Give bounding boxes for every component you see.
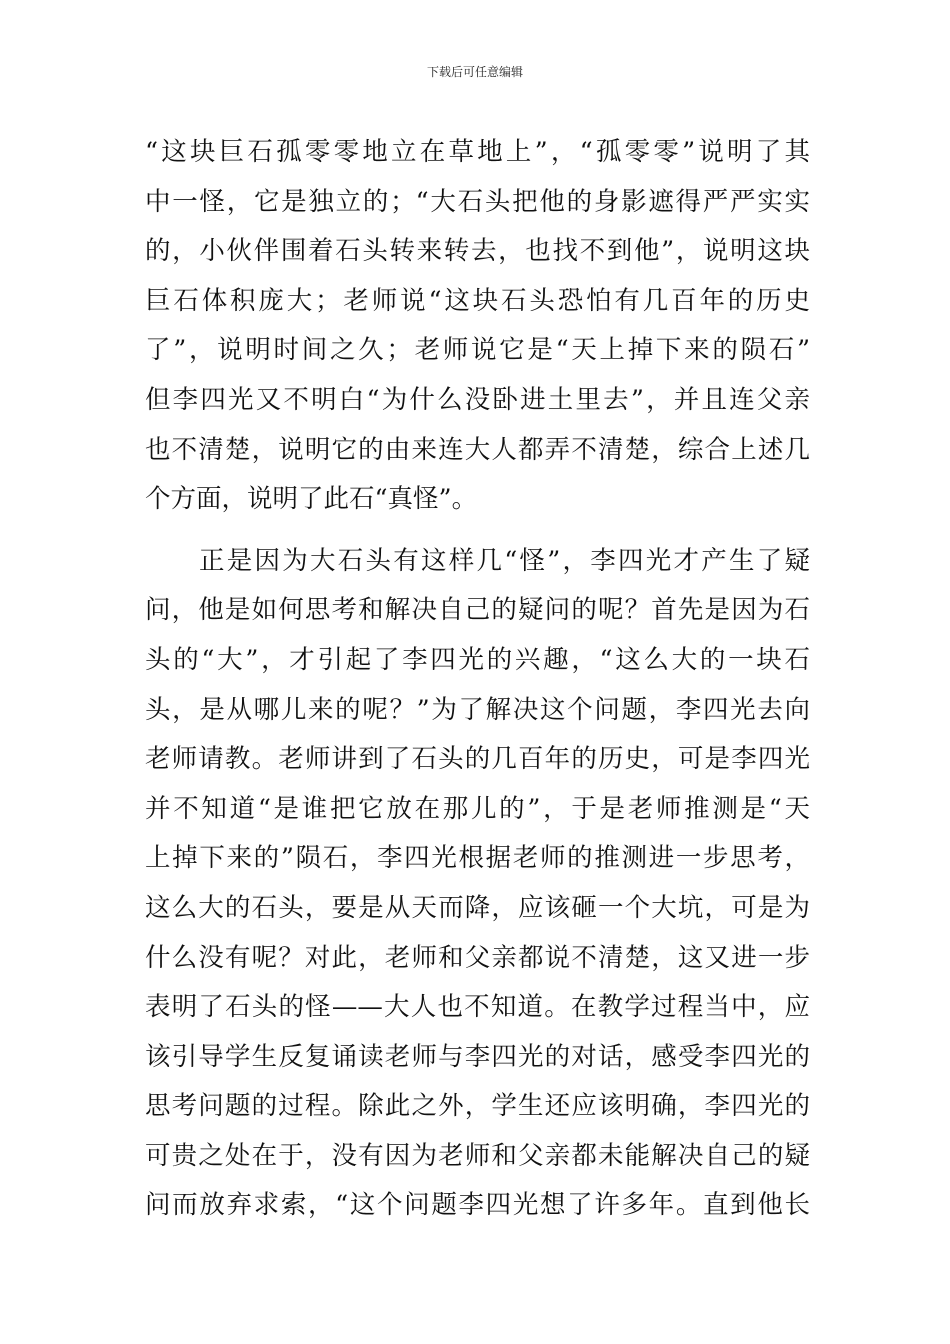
text-line: 表明了石头的怪——大人也不知道。在教学过程当中，应 [145,992,810,1023]
text-line: 老师请教。老师讲到了石头的几百年的历史，可是李四光 [145,744,810,775]
text-line: 中一怪，它是独立的；“大石头把他的身影遮得严严实实 [145,186,810,217]
text-line: 头，是从哪儿来的呢？”为了解决这个问题，李四光去向 [145,694,810,725]
document-body [145,128,810,1231]
text-line: 头的“大”，才引起了李四光的兴趣，“这么大的一块石 [145,644,810,675]
text-line: 的，小伙伴围着石头转来转去，也找不到他”，说明这块 [145,236,810,267]
text-line: 了”，说明时间之久；老师说它是“天上掉下来的陨石” [145,335,810,366]
text-line: 该引导学生反复诵读老师与李四光的对话，感受李四光的 [145,1041,810,1072]
text-line: 问，他是如何思考和解决自己的疑问的呢？首先是因为石 [145,595,810,626]
text-line: 正是因为大石头有这样几“怪”，李四光才产生了疑 [199,545,810,576]
paragraph-2 [145,537,810,1231]
text-line: 并不知道“是谁把它放在那儿的”，于是老师推测是“天 [145,793,810,824]
text-line: 这么大的石头，要是从天而降，应该砸一个大坑，可是为 [145,892,810,923]
paragraph-1 [145,128,810,525]
text-line: 什么没有呢？对此，老师和父亲都说不清楚，这又进一步 [145,942,810,973]
text-line: 也不清楚，说明它的由来连大人都弄不清楚，综合上述几 [145,434,810,465]
text-line: 可贵之处在于，没有因为老师和父亲都未能解决自己的疑 [145,1140,810,1171]
text-line: 问而放弃求索，“这个问题李四光想了许多年。直到他长 [145,1190,810,1221]
text-line: 个方面，说明了此石“真怪”。 [145,484,478,515]
text-line: 但李四光又不明白“为什么没卧进土里去”，并且连父亲 [145,384,810,415]
text-line: 思考问题的过程。除此之外，学生还应该明确，李四光的 [145,1091,810,1122]
page-header-note: 下载后可任意编辑 [426,65,523,79]
text-line: 巨石体积庞大；老师说“这块石头恐怕有几百年的历史 [145,285,810,316]
text-line: “这块巨石孤零零地立在草地上”，“孤零零”说明了其 [145,137,810,167]
text-line: 上掉下来的”陨石，李四光根据老师的推测进一步思考， [145,843,810,874]
